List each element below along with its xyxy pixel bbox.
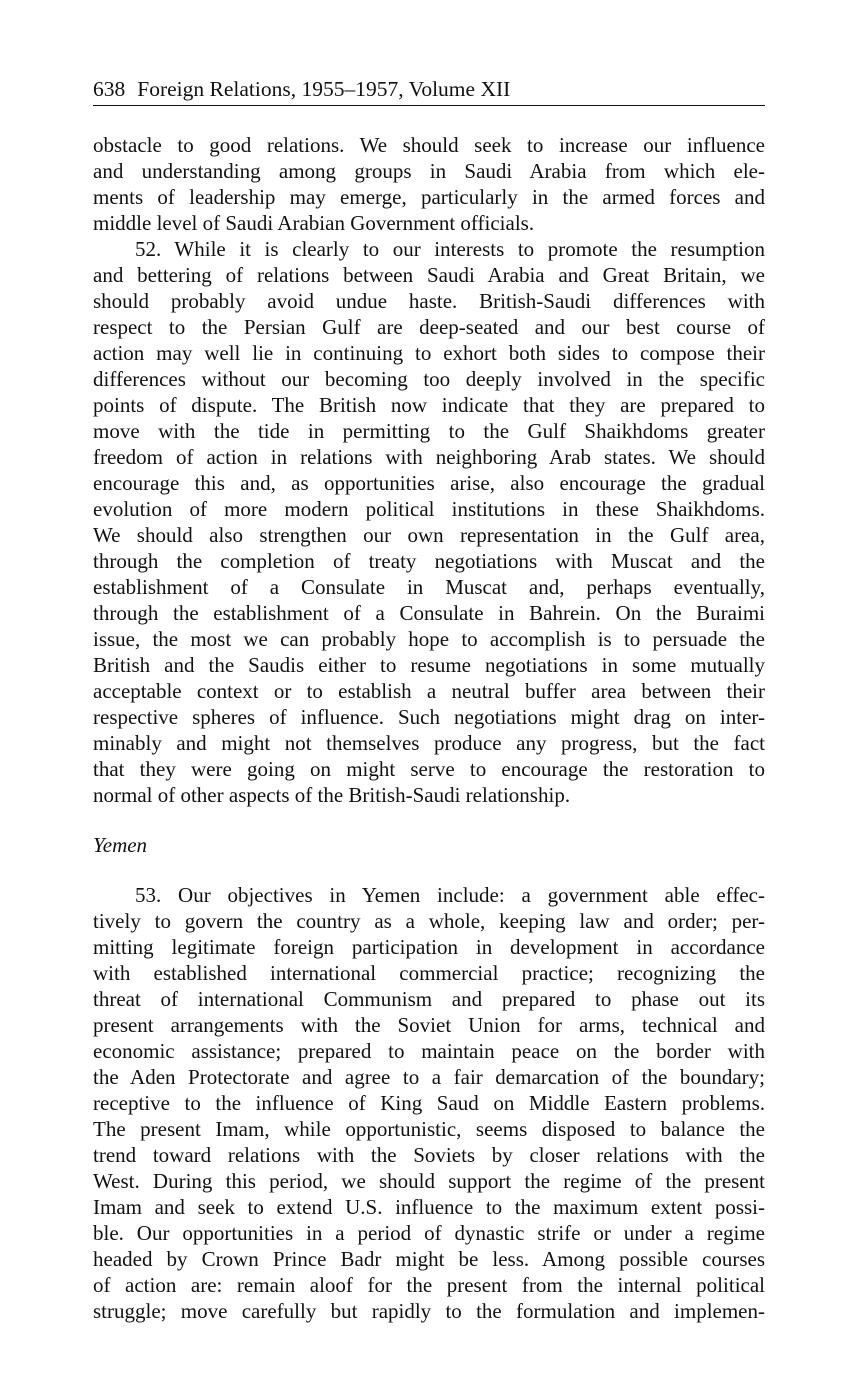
paragraph-52 <box>93 236 765 808</box>
text-line: through the establishment of a Consulate in Bahrein. On the Buraimi <box>93 601 765 625</box>
text-line: action may well lie in continuing to exhort both sides to compose their <box>93 341 765 365</box>
text-line: move with the tide in permitting to the Gulf Shaikhdoms greater <box>93 419 765 443</box>
text-line: differences without our becoming too deeply involved in the specific <box>93 367 765 391</box>
text-line: issue, the most we can probably hope to accomplish is to persuade the <box>93 627 765 651</box>
text-line: headed by Crown Prince Badr might be less. Among possible courses <box>93 1247 765 1271</box>
text-line: 53. Our objectives in Yemen include: a government able effec- <box>135 883 765 907</box>
body-text <box>93 132 765 1324</box>
text-line: receptive to the influence of King Saud on Middle Eastern problems. <box>93 1091 765 1115</box>
running-header <box>93 74 765 106</box>
text-line: middle level of Saudi Arabian Government officials. <box>93 211 535 235</box>
document-page <box>93 74 765 1324</box>
text-line: ble. Our opportunities in a period of dynastic strife or under a regime <box>93 1221 765 1245</box>
text-line: trend toward relations with the Soviets by closer relations with the <box>93 1143 765 1167</box>
text-line: West. During this period, we should support the regime of the present <box>93 1169 765 1193</box>
text-line: should probably avoid undue haste. British-Saudi differences with <box>93 289 765 313</box>
text-line: evolution of more modern political institutions in these Shaikhdoms. <box>93 497 765 521</box>
text-line: through the completion of treaty negotiations with Muscat and the <box>93 549 765 573</box>
running-title: Foreign Relations, 1955–1957, Volume XII <box>137 77 511 101</box>
text-line: Imam and seek to extend U.S. influence to the maximum extent possi- <box>93 1195 765 1219</box>
text-line: respect to the Persian Gulf are deep-seated and our best course of <box>93 315 765 339</box>
text-line: obstacle to good relations. We should seek to increase our influence <box>93 133 765 157</box>
text-line: threat of international Communism and prepared to phase out its <box>93 987 765 1011</box>
text-line: the Aden Protectorate and agree to a fair demarcation of the boundary; <box>93 1065 765 1089</box>
text-line: normal of other aspects of the British-Saudi relationship. <box>93 783 571 807</box>
section-heading-yemen: Yemen <box>93 833 148 857</box>
text-line: and bettering of relations between Saudi Arabia and Great Britain, we <box>93 263 765 287</box>
text-line: respective spheres of influence. Such negotiations might drag on inter- <box>93 705 765 729</box>
paragraph-53 <box>93 882 765 1324</box>
text-line: tively to govern the country as a whole, keeping law and order; per- <box>93 909 765 933</box>
text-line: minably and might not themselves produce any progress, but the fact <box>93 731 765 755</box>
paragraph-continuation <box>93 132 765 236</box>
text-line: mitting legitimate foreign participation in development in accordance <box>93 935 765 959</box>
text-line: struggle; move carefully but rapidly to the formulation and implemen- <box>93 1299 765 1323</box>
text-line: economic assistance; prepared to maintain peace on the border with <box>93 1039 765 1063</box>
text-line: with established international commercial practice; recognizing the <box>93 961 765 985</box>
text-line: establishment of a Consulate in Muscat and, perhaps eventually, <box>93 575 765 599</box>
text-line: present arrangements with the Soviet Union for arms, technical and <box>93 1013 765 1037</box>
text-line: ments of leadership may emerge, particularly in the armed forces and <box>93 185 765 209</box>
text-line: encourage this and, as opportunities arise, also encourage the gradual <box>93 471 765 495</box>
text-line: and understanding among groups in Saudi Arabia from which ele- <box>93 159 765 183</box>
text-line: that they were going on might serve to encourage the restoration to <box>93 757 765 781</box>
text-line: We should also strengthen our own representation in the Gulf area, <box>93 523 765 547</box>
page-number: 638 <box>93 77 126 101</box>
text-line: points of dispute. The British now indicate that they are prepared to <box>93 393 765 417</box>
text-line: acceptable context or to establish a neutral buffer area between their <box>93 679 765 703</box>
text-line: British and the Saudis either to resume negotiations in some mutually <box>93 653 765 677</box>
text-line: freedom of action in relations with neighboring Arab states. We should <box>93 445 765 469</box>
text-line: of action are: remain aloof for the present from the internal political <box>93 1273 765 1297</box>
text-line: 52. While it is clearly to our interests to promote the resumption <box>135 237 765 261</box>
text-line: The present Imam, while opportunistic, seems disposed to balance the <box>93 1117 765 1141</box>
